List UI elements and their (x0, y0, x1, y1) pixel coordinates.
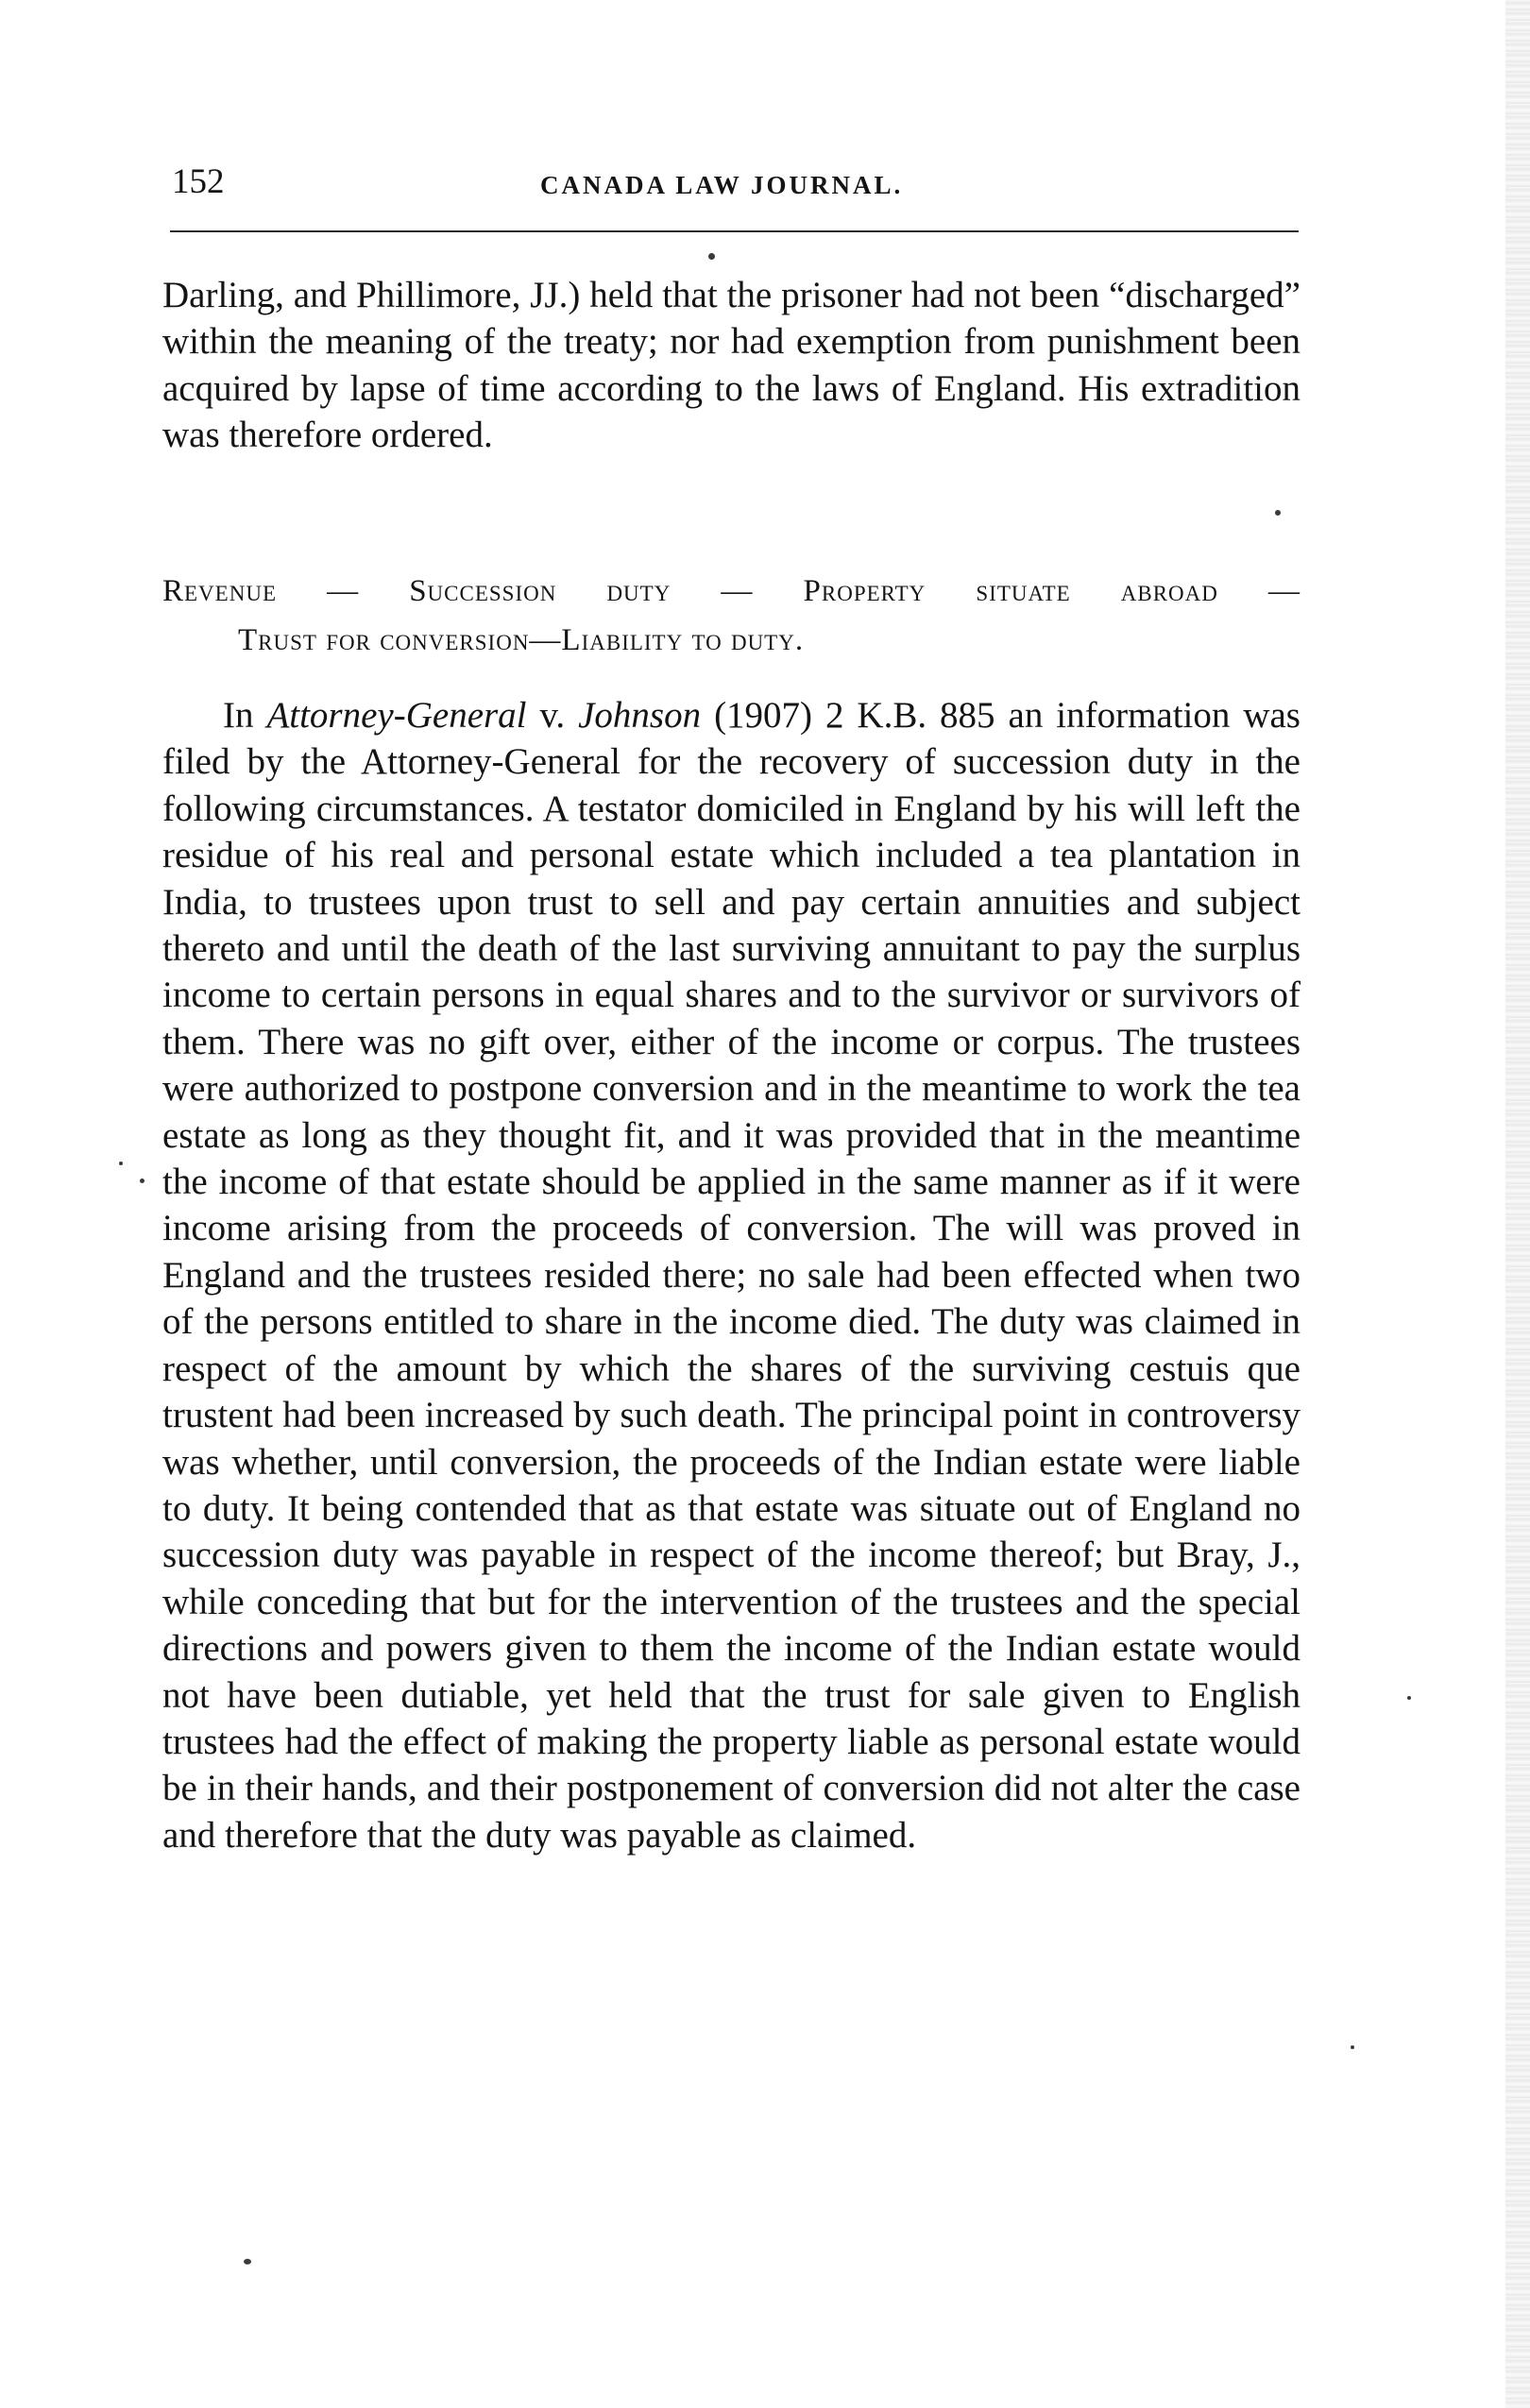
section-heading-line-2: Trust for conversion—Liability to duty. (238, 623, 805, 657)
continued-paragraph: Darling, and Phillimore, JJ.) held that the prisoner had not been “discharged” within the meaning of the treaty; nor had exemption from punishment been acquired by lapse of time according to the laws of England. His extradition was therefore ordered. (162, 275, 1300, 456)
journal-title: CANADA LAW JOURNAL. (540, 171, 904, 199)
scan-speck (1275, 510, 1281, 516)
paragraph-body: (1907) 2 K.B. 885 an information was filed by the Attorney-General for the recovery of succession duty in the following circumstances. A testator domiciled in England by his will left the residue of his real and personal estate which included a tea plantation in India, to trustees upon trust to sell and pay certain annuities and subject thereto and until the death of the last surviving annuitant to pay the surplus income to certain persons in equal shares and to the survivor or survivors of them. There was no gift over, either of the income or corpus. The trustees were authorized to postpone conversion and in the meantime to work the tea estate as long as they thought fit, and it was provided that in the meantime the income of that estate should be applied in the same manner as if it were income arising from the proceeds of conversion. The will was proved in England and the trustees resided there; no sale had been effected when two of the persons entitled to share in the income died. The duty was claimed in respect of the amount by which the shares of the surviving cestuis que trustent had been increased by such death. The principal point in controversy was whether, until conversion, the proceeds of the Indian estate were liable to duty. It being contended that as that estate was situate out of England no succession duty was payable in respect of the income thereof; but Bray, J., while conceding that but for the intervention of the trustees and the special directions and powers given to them the income of the Indian estate would not have been dutiable, yet held that the trust for sale given to English trustees had the effect of making the property liable as personal estate would be in their hands, and their postponement of conversion did not alter the case and therefore that the duty was payable as claimed. (162, 695, 1300, 1856)
header-rule (170, 230, 1299, 232)
case-defendant: Johnson (578, 695, 702, 736)
page-edge-texture (1505, 0, 1530, 2408)
case-plaintiff: Attorney-General (266, 695, 527, 736)
section-heading-line-1: Revenue — Succession duty — Property situate abroad — (162, 574, 1300, 608)
paragraph-lead: In (223, 695, 267, 736)
main-paragraph-block (162, 692, 1300, 1858)
section-heading (162, 567, 1300, 665)
scan-speck (708, 253, 715, 260)
scan-speck (1351, 2045, 1354, 2049)
scan-speck (140, 1179, 144, 1183)
case-versus: v. (526, 695, 579, 736)
continued-paragraph-block (162, 272, 1300, 459)
scan-speck (244, 2259, 251, 2264)
page-number: 152 (172, 162, 225, 201)
running-head (170, 159, 1299, 206)
main-paragraph (162, 692, 1300, 1858)
scan-speck (119, 1162, 123, 1165)
scan-speck (1407, 1696, 1411, 1700)
